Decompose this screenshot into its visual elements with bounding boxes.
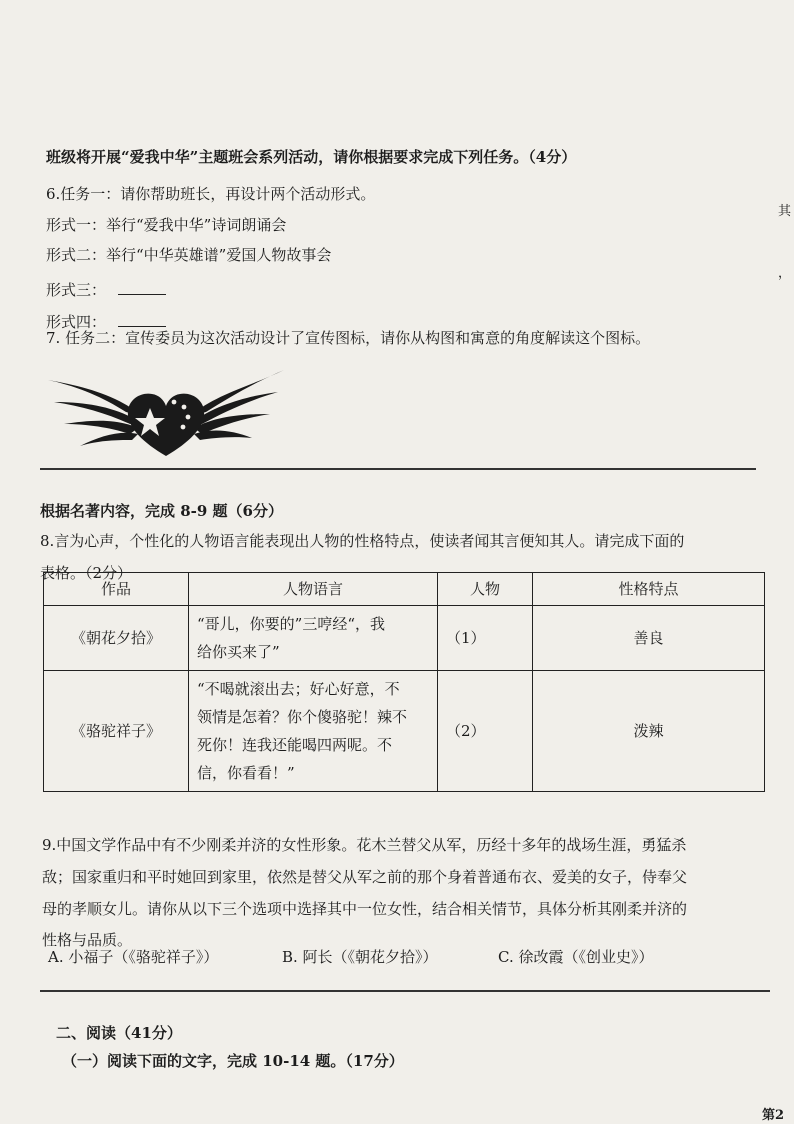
question-9-line-4: 性格与品质。 <box>42 931 133 949</box>
question-8-line-1: 8.言为心声，个性化的人物语言能表现出人物的性格特点，使读者闻其言便知其人。请完成下面的 <box>40 532 685 550</box>
row1-speech <box>189 606 438 671</box>
form-two: 形式二：举行“中华英雄谱”爱国人物故事会 <box>46 246 332 264</box>
edge-mark: ， <box>778 266 792 281</box>
row2-work: 《骆驼祥子》 <box>44 671 189 792</box>
row2-speech-line: “不喝就滚出去；好心好意，不 <box>197 680 400 698</box>
question-9-line-1: 9.中国文学作品中有不少刚柔并济的女性形象。花木兰替父从军，历经十多年的战场生涯，勇猛杀 <box>42 836 687 854</box>
form-three <box>46 279 166 300</box>
form-three-label: 形式三： <box>46 281 107 299</box>
row1-speech-line: 给你买来了” <box>197 643 280 661</box>
divider-1 <box>40 468 756 470</box>
question-6: 6.任务一：请你帮助班长，再设计两个活动形式。 <box>46 185 376 203</box>
option-b[interactable]: B. 阿长（《朝花夕拾》） <box>282 948 438 966</box>
winged-heart-emblem-icon <box>46 364 286 464</box>
edge-mark: 其 <box>778 204 792 219</box>
subsection-1-title: （一）阅读下面的文字，完成 10-14 题。（17分） <box>62 1052 404 1070</box>
task-intro: 班级将开展“爱我中华”主题班会系列活动，请你根据要求完成下列任务。（4分） <box>46 148 577 166</box>
section-8-9-intro: 根据名著内容，完成 8-9 题（6分） <box>40 502 283 520</box>
table-row <box>44 606 765 671</box>
option-a[interactable]: A. 小福子（《骆驼祥子》） <box>48 948 219 966</box>
row2-speech-line: 领情是怎着？你个傻骆驼！辣不 <box>197 708 408 726</box>
row1-work: 《朝花夕拾》 <box>44 606 189 671</box>
option-c[interactable]: C. 徐改霞（《创业史》） <box>498 948 654 966</box>
row2-person-blank[interactable]: （2） <box>438 671 533 792</box>
table-header-row <box>44 573 765 606</box>
header-work: 作品 <box>44 573 189 606</box>
header-speech: 人物语言 <box>189 573 438 606</box>
form-three-blank[interactable] <box>118 280 166 295</box>
row1-speech-line: “哥儿，你要的”三哼经“，我 <box>197 615 386 633</box>
form-four-label: 形式四： <box>46 313 107 331</box>
header-trait: 性格特点 <box>533 573 765 606</box>
question-9-line-3: 母的孝顺女儿。请你从以下三个选项中选择其中一位女性，结合相关情节，具体分析其刚柔并济的 <box>42 900 688 918</box>
section-2-title: 二、阅读（41分） <box>56 1024 182 1042</box>
form-four-blank[interactable] <box>118 312 166 327</box>
row1-trait: 善良 <box>533 606 765 671</box>
table-row <box>44 671 765 792</box>
form-one: 形式一：举行“爱我中华”诗词朗诵会 <box>46 216 287 234</box>
question-9-line-2: 敌；国家重归和平时她回到家里，依然是替父从军之前的那个身着普通布衣、爱美的女子，侍奉父 <box>42 868 688 886</box>
row2-speech-line: 信，你看看！” <box>197 764 295 782</box>
question-8-line-2: 表格。（2分） <box>40 564 133 582</box>
divider-2 <box>40 990 770 992</box>
header-person: 人物 <box>438 573 533 606</box>
row2-speech-line: 死你！连我还能喝四两呢。不 <box>197 736 393 754</box>
page-number: 第2 <box>762 1108 785 1123</box>
character-table <box>43 572 765 792</box>
question-7: 7. 任务二：宣传委员为这次活动设计了宣传图标，请你从构图和寓意的角度解读这个图标。 <box>46 329 651 347</box>
row1-person-blank[interactable]: （1） <box>438 606 533 671</box>
row2-speech <box>189 671 438 792</box>
row2-trait: 泼辣 <box>533 671 765 792</box>
